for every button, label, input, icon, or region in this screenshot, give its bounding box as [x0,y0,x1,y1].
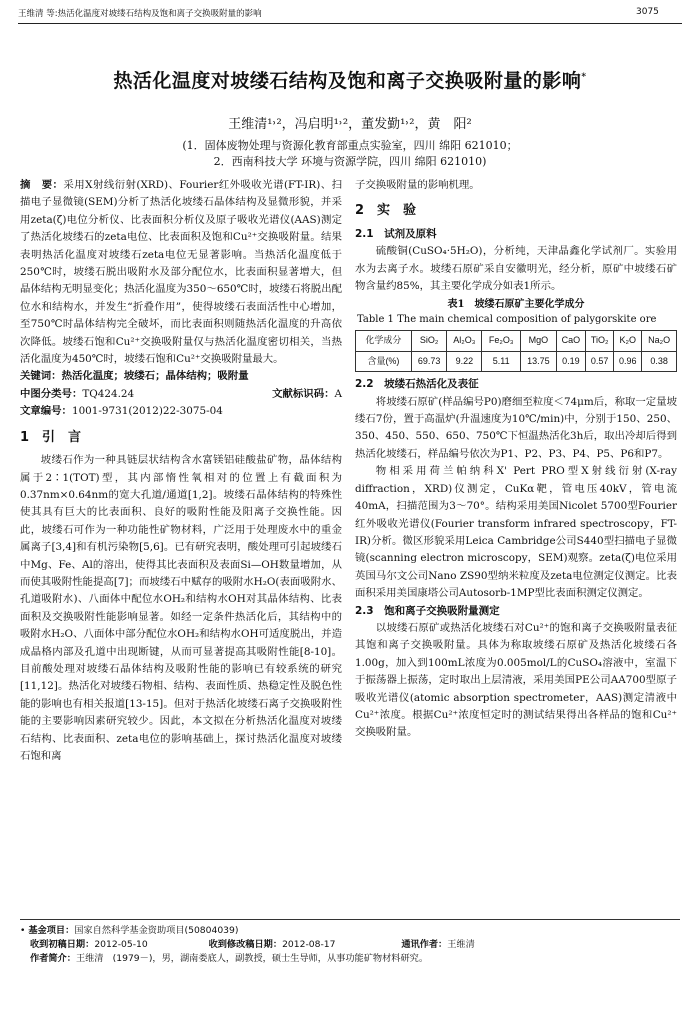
footnote-rule [20,919,680,920]
intro-heading: 1 引 言 [20,429,82,445]
bullet-icon: • [20,925,29,936]
article-number-value: 1001-9731(2012)22-3075-04 [71,405,223,418]
table-cell: 9.22 [447,351,482,371]
table-cell: 0.96 [614,351,642,371]
fund-line [20,924,680,938]
running-title: 王维清 等:热活化温度对坡缕石结构及饱和离子交换吸附量的影响 [18,9,262,19]
classification [20,386,342,403]
article-number-label: 文章编号： [20,405,72,418]
table-cell: 0.57 [586,351,614,371]
table-header-cell: TiO₂ [586,331,614,351]
paper-title [0,66,700,93]
table-cell: 13.75 [521,351,557,371]
revised-date: 2012-08-17 [282,939,336,950]
fund-label: 基金项目： [28,925,75,936]
section-2-3-text: 以坡缕石原矿或热活化坡缕石对Cu²⁺的饱和离子交换吸附量表征其饱和离子交换吸附量。具体为称取坡缕石原矿及热活化坡缕石各1.00g，加入到100mL浓度为0.005mol/L的CuSO₄溶液中，室温下于振荡器上振荡，定时取出上层清液，采用美国PE公司AA700型原子吸收光谱仪(atomic absorption spectrometer，AAS)测定清液中Cu²⁺浓度。根据Cu²⁺浓度恒定时的测试结果得出各样品的饱和Cu²⁺交换吸附量。 [355,621,677,739]
table-cell: 含量(%) [356,351,412,371]
abstract-text: 采用X射线衍射(XRD)、Fourier红外吸收光谱(FT-IR)、扫描电子显微镜(SEM)分析了热活化坡缕石晶体结构及显微形貌，并采用zeta(ζ)电位分析仪、比表面积分析仪及原子吸收光谱仪(AAS)测定了热活化坡缕石的zeta电位、比表面积及饱和Cu²⁺交换吸附量。结果表明热活化温度对坡缕石zeta电位无显著影响。当热活化温度低于250℃时，坡缕石脱出吸附水及部分配位水，比表面积显著增大，但晶体结构无明显变化；热活化温度为350～650℃时，坡缕石将脱出配位水和结构水，并发生“折叠作用”，使得坡缕石表面活性中心增加，至750℃时晶体结构完全破坏，而比表面积则随热活化温度的升高依次降低。坡缕石饱和Cu²⁺交换吸附量仅与热活化温度密切相关，当热活化温度为450℃时，坡缕石饱和Cu²⁺交换吸附量最大。 [20,179,343,366]
table-header-cell: Fe₂O₃ [482,331,521,351]
table-caption-en: Table 1 The main chemical composition of palygorskite ore [357,314,657,326]
table-header-cell: K₂O [614,331,642,351]
intro-continued: 子交换吸附量的影响机理。 [355,179,480,191]
left-column [20,177,342,765]
clc-value: TQ424.24 [82,387,135,400]
section-2-1-heading: 2.1 试剂及原料 [355,227,437,240]
table-cell: 0.19 [556,351,585,371]
corresponding-label: 通讯作者： [401,939,448,950]
table-cell: 69.73 [411,351,447,371]
affiliation-2: 2．西南科技大学 环境与资源学院，四川 绵阳 621010) [213,155,487,168]
table-header-cell: Al₂O₃ [447,331,482,351]
fund-text: 国家自然科学基金资助项目(50804039) [74,925,239,936]
right-column [355,177,677,742]
authors: 王维清¹˒²，冯启明¹˒²，董发勤¹˒²，黄 阳² [228,117,472,132]
table-header-cell: 化学成分 [356,331,412,351]
table-caption-cn: 表1 坡缕石原矿主要化学成分 [447,299,585,311]
table-header-cell: SiO₂ [411,331,447,351]
article-number [20,403,342,420]
table-header-row [356,331,677,351]
table-header-cell: CaO [556,331,585,351]
composition-table [355,330,677,372]
section-2-2-text-1: 将坡缕石原矿(样品编号P0)磨细至粒度＜74μm后，称取一定量坡缕石7份，置于高温炉(升温速度为10℃/min)中，分别于150、250、350、450、550、650、750℃下恒温热活化3h后，取出冷却后得到热活化坡缕石，样品编号依次为P1、P2、P3、P4、P5、P6和P7。 [355,395,677,460]
keywords [20,368,342,385]
intro-text: 坡缕石作为一种具链层状结构含水富镁铝硅酸盐矿物，晶体结构属于2∶1(TOT)型，其内部惰性氧相对的位置上有截面积为0.37nm×0.64nm的宽大孔道/通道[1,2]。坡缕石晶体结构的特殊性使其具有巨大的比表面积、良好的吸附性能及阳离子交换性能。因此，坡缕石可作为一种功能性矿物材料，广泛用于处理废水中的重金属离子[3,4]和有机污染物[5,6]。已有研究表明，酸处理可引起坡缕石中Mg、Fe、Al的溶出，使得其比表面积及表面Si—OH数量增加，从而使其吸附性能提高[7]；而坡缕石中赋存的吸附水H₂O(表面吸附水、孔道吸附水)、八面体中配位水OH₂和结构水OH对其晶体结构、比表面积及交换吸附性能影响显著。如经一定条件热活化后，其结构中的吸附水H₂O、八面体中部分配位水OH₂和结构水OH可适度脱出，并造成晶格内部及孔道中出现断键，从而可显著提高其吸附性能[8-10]。目前酸处理对坡缕石晶体结构及吸附性能的影响已有较系统的研究[11,12]。热活化对坡缕石物相、结构、表面性质、热稳定性及脱色性能的影响也有相关报道[13-15]。但对于热活化坡缕石离子交换吸附性能的主要影响因素研究较少。因此，本文拟在分析热活化温度对坡缕石结构、比表面积、zeta电位的影响基础上，探讨热活化温度对坡缕石饱和离 [20,454,342,762]
bio-label: 作者简介： [30,953,76,964]
abstract [20,177,342,368]
experiment-heading: 2 实 验 [355,203,417,219]
abstract-label: 摘 要： [20,179,64,191]
title-text: 热活化温度对坡缕石结构及饱和离子交换吸附量的影响 [113,70,582,92]
received-date: 2012-05-10 [94,939,148,950]
keywords-label: 关键词： [20,370,62,383]
table-row [356,351,677,371]
corresponding-author: 王维清 [447,939,475,950]
dates-line [20,938,680,952]
received-label: 收到初稿日期： [30,939,95,950]
table-header-cell: MgO [521,331,557,351]
section-2-2-text-2: 物相采用荷兰帕纳科X' Pert PRO型X射线衍射(X-ray diffraction，XRD)仪测定，CuKα靶，管电压40kV，管电流40mA，扫描范围为3～70°。结构采用美国Nicolet 5700型Fourier红外吸收光谱仪(Fourier transform infrared spectroscopy，FT-IR)分析。微区形貌采用Leica Cambridge公司S440型扫描电子显微镜(scanning electron microscopy，SEM)观察。zeta(ζ)电位采用英国马尔文公司Nano ZS90型纳米粒度及zeta电位测定仪测定。比表面积采用美国康塔公司Autosorb-1MP型比表面积测定仪测定。 [355,465,677,600]
table-cell: 0.38 [642,351,677,371]
bio-line [20,952,680,966]
keywords-text: 热活化温度；坡缕石；晶体结构；吸附量 [61,370,249,383]
header-rule [18,23,682,24]
doc-code-value: A [334,387,342,400]
doc-code-label: 文献标识码： [272,387,335,400]
section-2-1-text: 硫酸铜(CuSO₄·5H₂O)，分析纯，天津晶鑫化学试剂厂。实验用水为去离子水。坡缕石原矿采自安徽明光，经分析，原矿中坡缕石矿物含量约85%，其主要化学成分如表1所示。 [355,245,677,293]
clc-label: 中图分类号： [20,387,83,400]
section-2-3-heading: 2.3 饱和离子交换吸附量测定 [355,604,500,617]
section-2-2-heading: 2.2 坡缕石热活化及表征 [355,378,479,391]
table-cell: 5.11 [482,351,521,371]
page-number: 3075 [636,7,659,17]
revised-label: 收到修改稿日期： [208,939,283,950]
affiliation-1: (1．固体废物处理与资源化教育部重点实验室，四川 绵阳 621010； [182,139,518,152]
bio-text: 王维清 (1979－)，男，湖南娄底人，副教授，硕士生导师，从事功能矿物材料研究。 [75,953,429,964]
footnote [20,924,680,966]
table-header-cell: Na₂O [642,331,677,351]
title-footnote-mark: * [581,72,587,83]
